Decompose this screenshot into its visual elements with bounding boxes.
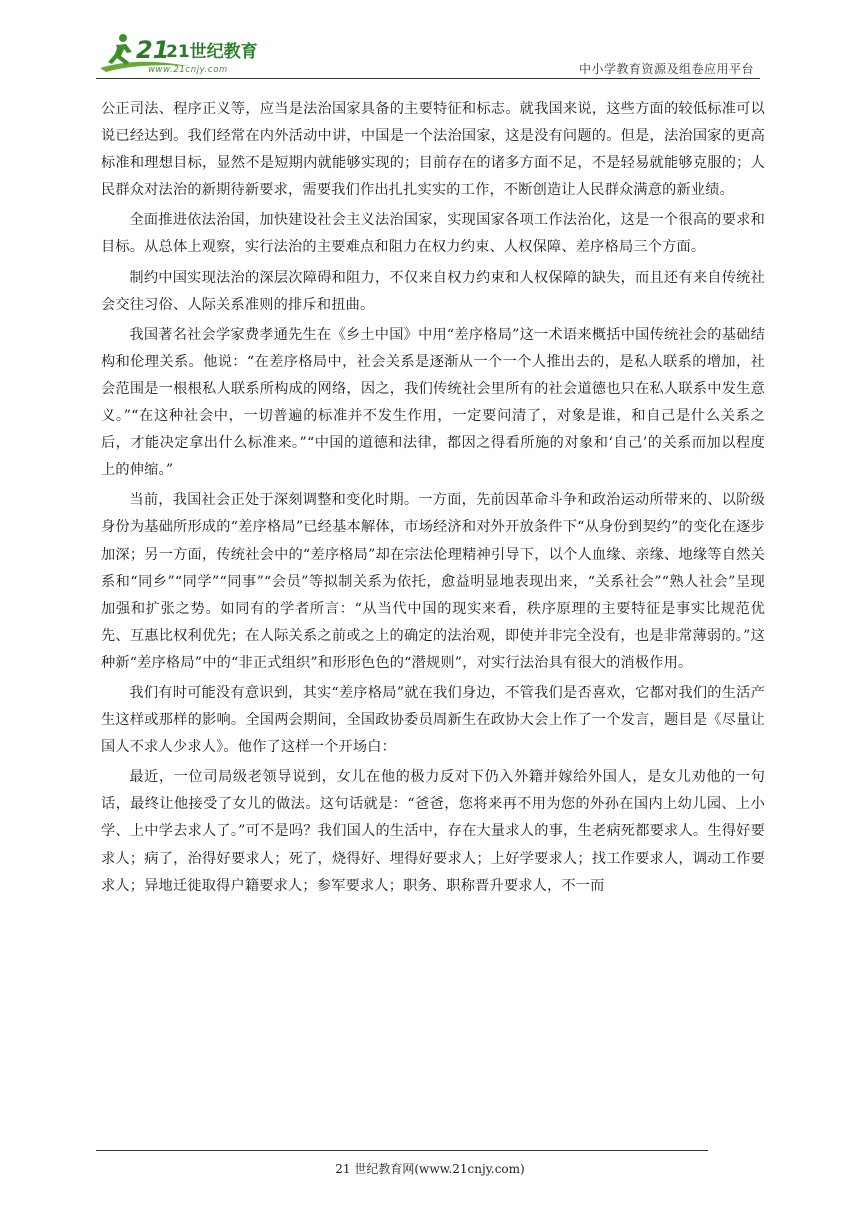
svg-text:21: 21 — [136, 36, 170, 64]
paragraph: 当前，我国社会正处于深刻调整和变化时期。一方面，先前因革命斗争和政治运动所带来的、以阶级身份为基础所形成的“差序格局”已经基本解体，市场经济和对外开放条件下“从身份到契约”的变化在逐步加深；另一方面，传统社会中的“差序格局”却在宗法伦理精神引导下，以个人血缘、亲缘、地缘等自然关系和“同乡”“同学”“同事”“会员”等拟制关系为依托，愈益明显地表现出来，“关系社会”“熟人社会”呈现加强和扩张之势。如同有的学者所言：“从当代中国的现实来看，秩序原理的主要特征是事实比规范优先、互惠比权利优先；在人际关系之前或之上的确定的法治观，即使并非完全没有，也是非常薄弱的。”这种新“差序格局”中的“非正式组织”和形形色色的“潜规则”，对实行法治具有很大的消极作用。 — [101, 492, 765, 671]
paragraph: 制约中国实现法治的深层次障碍和阻力，不仅来自权力约束和人权保障的缺失，而且还有来自传统社会交往习俗、人际关系准则的排斥和扭曲。 — [101, 269, 765, 313]
page-header — [96, 30, 760, 78]
page-footer[interactable]: 21 世纪教育网(www.21cnjy.com) — [335, 1162, 525, 1176]
site-logo[interactable] — [96, 30, 266, 76]
logo-text: 21世纪教育 — [166, 42, 258, 62]
paragraph: 公正司法、程序正义等，应当是法治国家具备的主要特征和标志。就我国来说，这些方面的较低标准可以说已经达到。我们经常在内外活动中讲，中国是一个法治国家，这是没有问题的。但是，法治国家的更高标准和理想目标，显然不是短期内就能够实现的；目前存在的诸多方面不足，不是轻易就能够克服的；人民群众对法治的新期待新要求，需要我们作出扎扎实实的工作，不断创造让人民群众满意的新业绩。 — [101, 101, 765, 199]
paragraph: 我们有时可能没有意识到，其实“差序格局”就在我们身边，不管我们是否喜欢，它都对我们的生活产生这样或那样的影响。全国两会期间，全国政协委员周新生在政协大会上作了一个发言，题目是《尽量让国人不求人少求人》。他作了这样一个开场白： — [101, 684, 765, 756]
footer-divider — [96, 1150, 708, 1151]
header-divider — [96, 78, 760, 79]
paragraph: 全面推进依法治国，加快建设社会主义法治国家，实现国家各项工作法治化，这是一个很高的要求和目标。从总体上观察，实行法治的主要难点和阻力在权力约束、人权保障、差序格局三个方面。 — [101, 212, 765, 256]
logo-url: www.21cnjy.com — [148, 65, 228, 75]
article-body — [101, 96, 765, 903]
runner-logo-icon — [96, 30, 266, 76]
paragraph: 我国著名社会学家费孝通先生在《乡土中国》中用“差序格局”这一术语来概括中国传统社会的基础结构和伦理关系。他说：“在差序格局中，社会关系是逐渐从一个一个人推出去的，是私人联系的增加，社会范围是一根根私人联系所构成的网络，因之，我们传统社会里所有的社会道德也只在私人联系中发生意义。”“在这种社会中，一切普遍的标准并不发生作用，一定要问清了，对象是谁，和自己是什么关系之后，才能决定拿出什么标准来。”“中国的道德和法律，都因之得看所施的对象和‘自己’的关系而加以程度上的伸缩。” — [101, 326, 765, 479]
platform-name: 中小学教育资源及组卷应用平台 — [578, 62, 754, 76]
paragraph: 最近，一位司局级老领导说到，女儿在他的极力反对下仍入外籍并嫁给外国人，是女儿劝他的一句话，最终让他接受了女儿的做法。这句话就是：“爸爸，您将来再不用为您的外孙在国内上幼儿园、上小学、上中学去求人了。”可不是吗？我们国人的生活中，存在大量求人的事，生老病死都要求人。生得好要求人；病了，治得好要求人；死了，烧得好、埋得好要求人；上好学要求人；找工作要求人，调动工作要求人；异地迁徙取得户籍要求人；参军要求人；职务、职称晋升要求人，不一而 — [101, 769, 765, 894]
